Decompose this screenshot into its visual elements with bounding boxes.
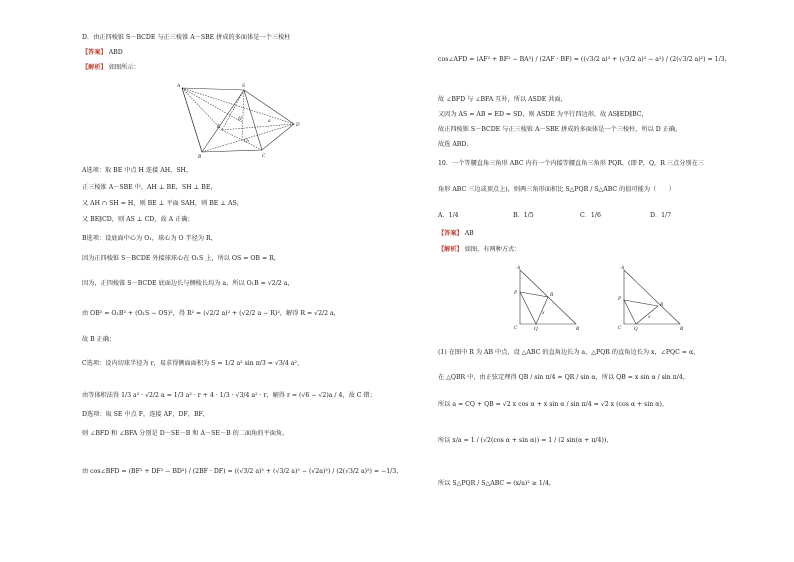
edge-ae: [182, 88, 222, 130]
b-line-3: 因为，正四棱锥 S－BCDE 底面边长与侧棱长均为 a，所以 O₁B = √2/2 a，: [82, 280, 294, 287]
r-line-2: 故 ∠BFD 与 ∠BFA 互补，所以 ASDE 共面，: [438, 96, 567, 103]
edge-bd: [202, 124, 294, 152]
a-line-2: 正三棱锥 A－SBE 中，AH ⊥ BE，SH ⊥ BE，: [82, 184, 217, 191]
label-b: B: [198, 155, 202, 160]
c-line-1: C选项：设内切球半径为 r，易求得侧面面积为 S = 1/2 a² sin π/3 = √3/4 a²，: [82, 360, 304, 367]
fig1-label-x: x: [542, 311, 545, 316]
fig2-label-a: A: [621, 266, 625, 271]
option-c: C．1/6: [580, 212, 601, 219]
label-o1: O₁: [244, 139, 250, 144]
option-b: B．1/5: [513, 212, 534, 219]
fig1-label-b: B: [576, 327, 580, 332]
r-line-4: 故正四棱锥 S－BCDE 与正三棱锥 A－SBE 拼成的多面体是一个三棱柱，所以 D 正确，: [438, 126, 682, 133]
label-h: H: [238, 117, 242, 122]
s-line-4: 所以 x/a = 1 / (√2(cos α + sin α)) = 1 / (2 sin(α + π/4))，: [438, 437, 613, 444]
answer-value: ABD: [108, 49, 123, 56]
analysis-tag-right: 【解析】: [438, 246, 463, 253]
s-line-3: 所以 a = CQ + QB = √2 x cos α + x sin α / sin π/4 = √2 x (cos α + sin α)，: [438, 401, 669, 408]
a-line-3: 又 AH ∩ SH = H，则 BE ⊥ 平面 SAH，则 BE ⊥ AS，: [82, 200, 243, 207]
label-c: C: [262, 154, 266, 159]
r-line-3: 又因为 AS = AB = ED = SD，则 ASDE 为平行四边形，故 AS∥ED∥BC，: [438, 111, 648, 118]
analysis-line-right: [438, 246, 520, 254]
fig2-label-r: R: [660, 303, 664, 308]
fig2-label-x: x: [648, 315, 651, 320]
label-d: D: [296, 123, 300, 128]
fig1-label-a: A: [517, 266, 521, 271]
answer-value-right: AB: [464, 230, 474, 237]
a-line-1: A选项：取 BE 中点 H 连接 AH，SH，: [82, 167, 193, 174]
option-d-text: D．由正四棱锥 S－BCDE 与正三棱锥 A－SBE 拼成的多面体是一个三棱柱: [82, 34, 291, 41]
r-line-1: cos∠AFD = (AF² + BF² − BA²) / (2AF · BF) = ((√3/2 a)² + (√3/2 a)² − a²) / (2(√3/2 a)²) = 1/3，: [438, 56, 731, 63]
inner-triangle: [520, 292, 548, 324]
r-line-5: 故选 ABD．: [438, 141, 473, 148]
b-line-4: 由 OB² = O₁B² + (O₁S − OS)²，得 R² = (√2/2 a)² + (√2/2 a − R)²，解得 R = √2/2 a，: [82, 310, 340, 317]
s-line-5: 所以 S△PQR / S△ABC = (x/a)² ≥ 1/4，: [438, 480, 556, 487]
label-e: E: [217, 125, 221, 130]
analysis-intro-right: 如图，有两种方式：: [464, 246, 521, 253]
fig1-label-c: C: [514, 326, 518, 331]
triangle-figure-1: [514, 266, 584, 332]
d-line-3: 由 cos∠BFD = (BF² + DF² − BD²) / (2BF · DF) = ((√3/2 a)² + (√3/2 a)² − (√2a)²) / (2(√3/2 a)²) = −1/3，: [82, 468, 403, 475]
triangle-figure-2: [618, 266, 688, 332]
analysis-line: [82, 64, 140, 72]
q10-line-1: 10．一个等腰直角三角形 ABC 内有一个内接等腰直角三角形 PQR，(即 P，Q，R 三点分别在三: [438, 160, 704, 167]
b-line-2: 因为正四棱锥 S－BCDE 外接球球心在 O₁S 上，所以 OS = OB = R，: [82, 255, 280, 262]
label-a-small: a: [268, 119, 271, 124]
outer-triangle: [624, 270, 680, 324]
analysis-tag: 【解析】: [82, 64, 107, 71]
a-line-4: 又 BE∥CD，则 AS ⊥ CD，故 A 正确；: [82, 216, 194, 223]
inner-triangle: [624, 300, 658, 324]
answer-tag: 【答案】: [82, 49, 107, 56]
label-s: S: [242, 84, 246, 89]
fig1-label-r: R: [550, 293, 554, 298]
left-column: [82, 0, 442, 562]
answer-tag-right: 【答案】: [438, 230, 463, 237]
fig2-label-c: C: [618, 326, 622, 331]
fig1-label-p: P: [514, 291, 518, 296]
fig2-label-p: P: [618, 297, 622, 302]
s-line-1: (1) 在图中 R 为 AB 中点，设 △ABC 的直角边长为 a，△PQR 的直角边长为 x，∠PQC = α，: [438, 349, 700, 356]
fig2-label-b: B: [680, 327, 684, 332]
right-column: [438, 0, 794, 562]
answer-line: [82, 49, 123, 57]
option-d: D．1/7: [650, 212, 672, 219]
c-line-2: 由等体积法得 1/3 a² · √2/2 a = 1/3 a² · r + 4 · 1/3 · √3/4 a² · r，解得 r = (√6 − √2)a / 4，故 C 错；: [82, 392, 376, 399]
b-line-5: 故 B 正确；: [82, 336, 116, 343]
fig2-label-q: Q: [634, 327, 638, 332]
height-so1: [242, 90, 244, 140]
label-a: A: [177, 84, 181, 89]
polyhedron-figure: [177, 82, 342, 160]
d-line-1: D选项：取 SE 中点 F，连接 AF，DF，BF，: [82, 411, 209, 418]
option-a: A．1/4: [438, 212, 459, 219]
d-line-2: 则 ∠BFD 和 ∠BFA 分别是 D－SE－B 和 A－SE－B 的二面角的平面角，: [82, 430, 289, 437]
analysis-intro: 如图所示：: [108, 64, 140, 71]
edge-ec: [222, 130, 262, 150]
q10-line-2: 角形 ABC 三边或顶点上)，则两三角形面积比 S△PQR / S△ABC 的值可能为（ ）: [438, 186, 675, 193]
fig1-label-q: Q: [534, 327, 538, 332]
edge-se: [222, 90, 244, 130]
answer-line-right: [438, 230, 474, 238]
b-line-1: B选项：设底面中心为 O₁，球心为 O 半径为 R，: [82, 235, 217, 242]
s-line-2: 在 △QBR 中，由正弦定理得 QB / sin π/4 = QR / sin α，所以 QB = x sin α / sin π/4，: [438, 374, 690, 381]
